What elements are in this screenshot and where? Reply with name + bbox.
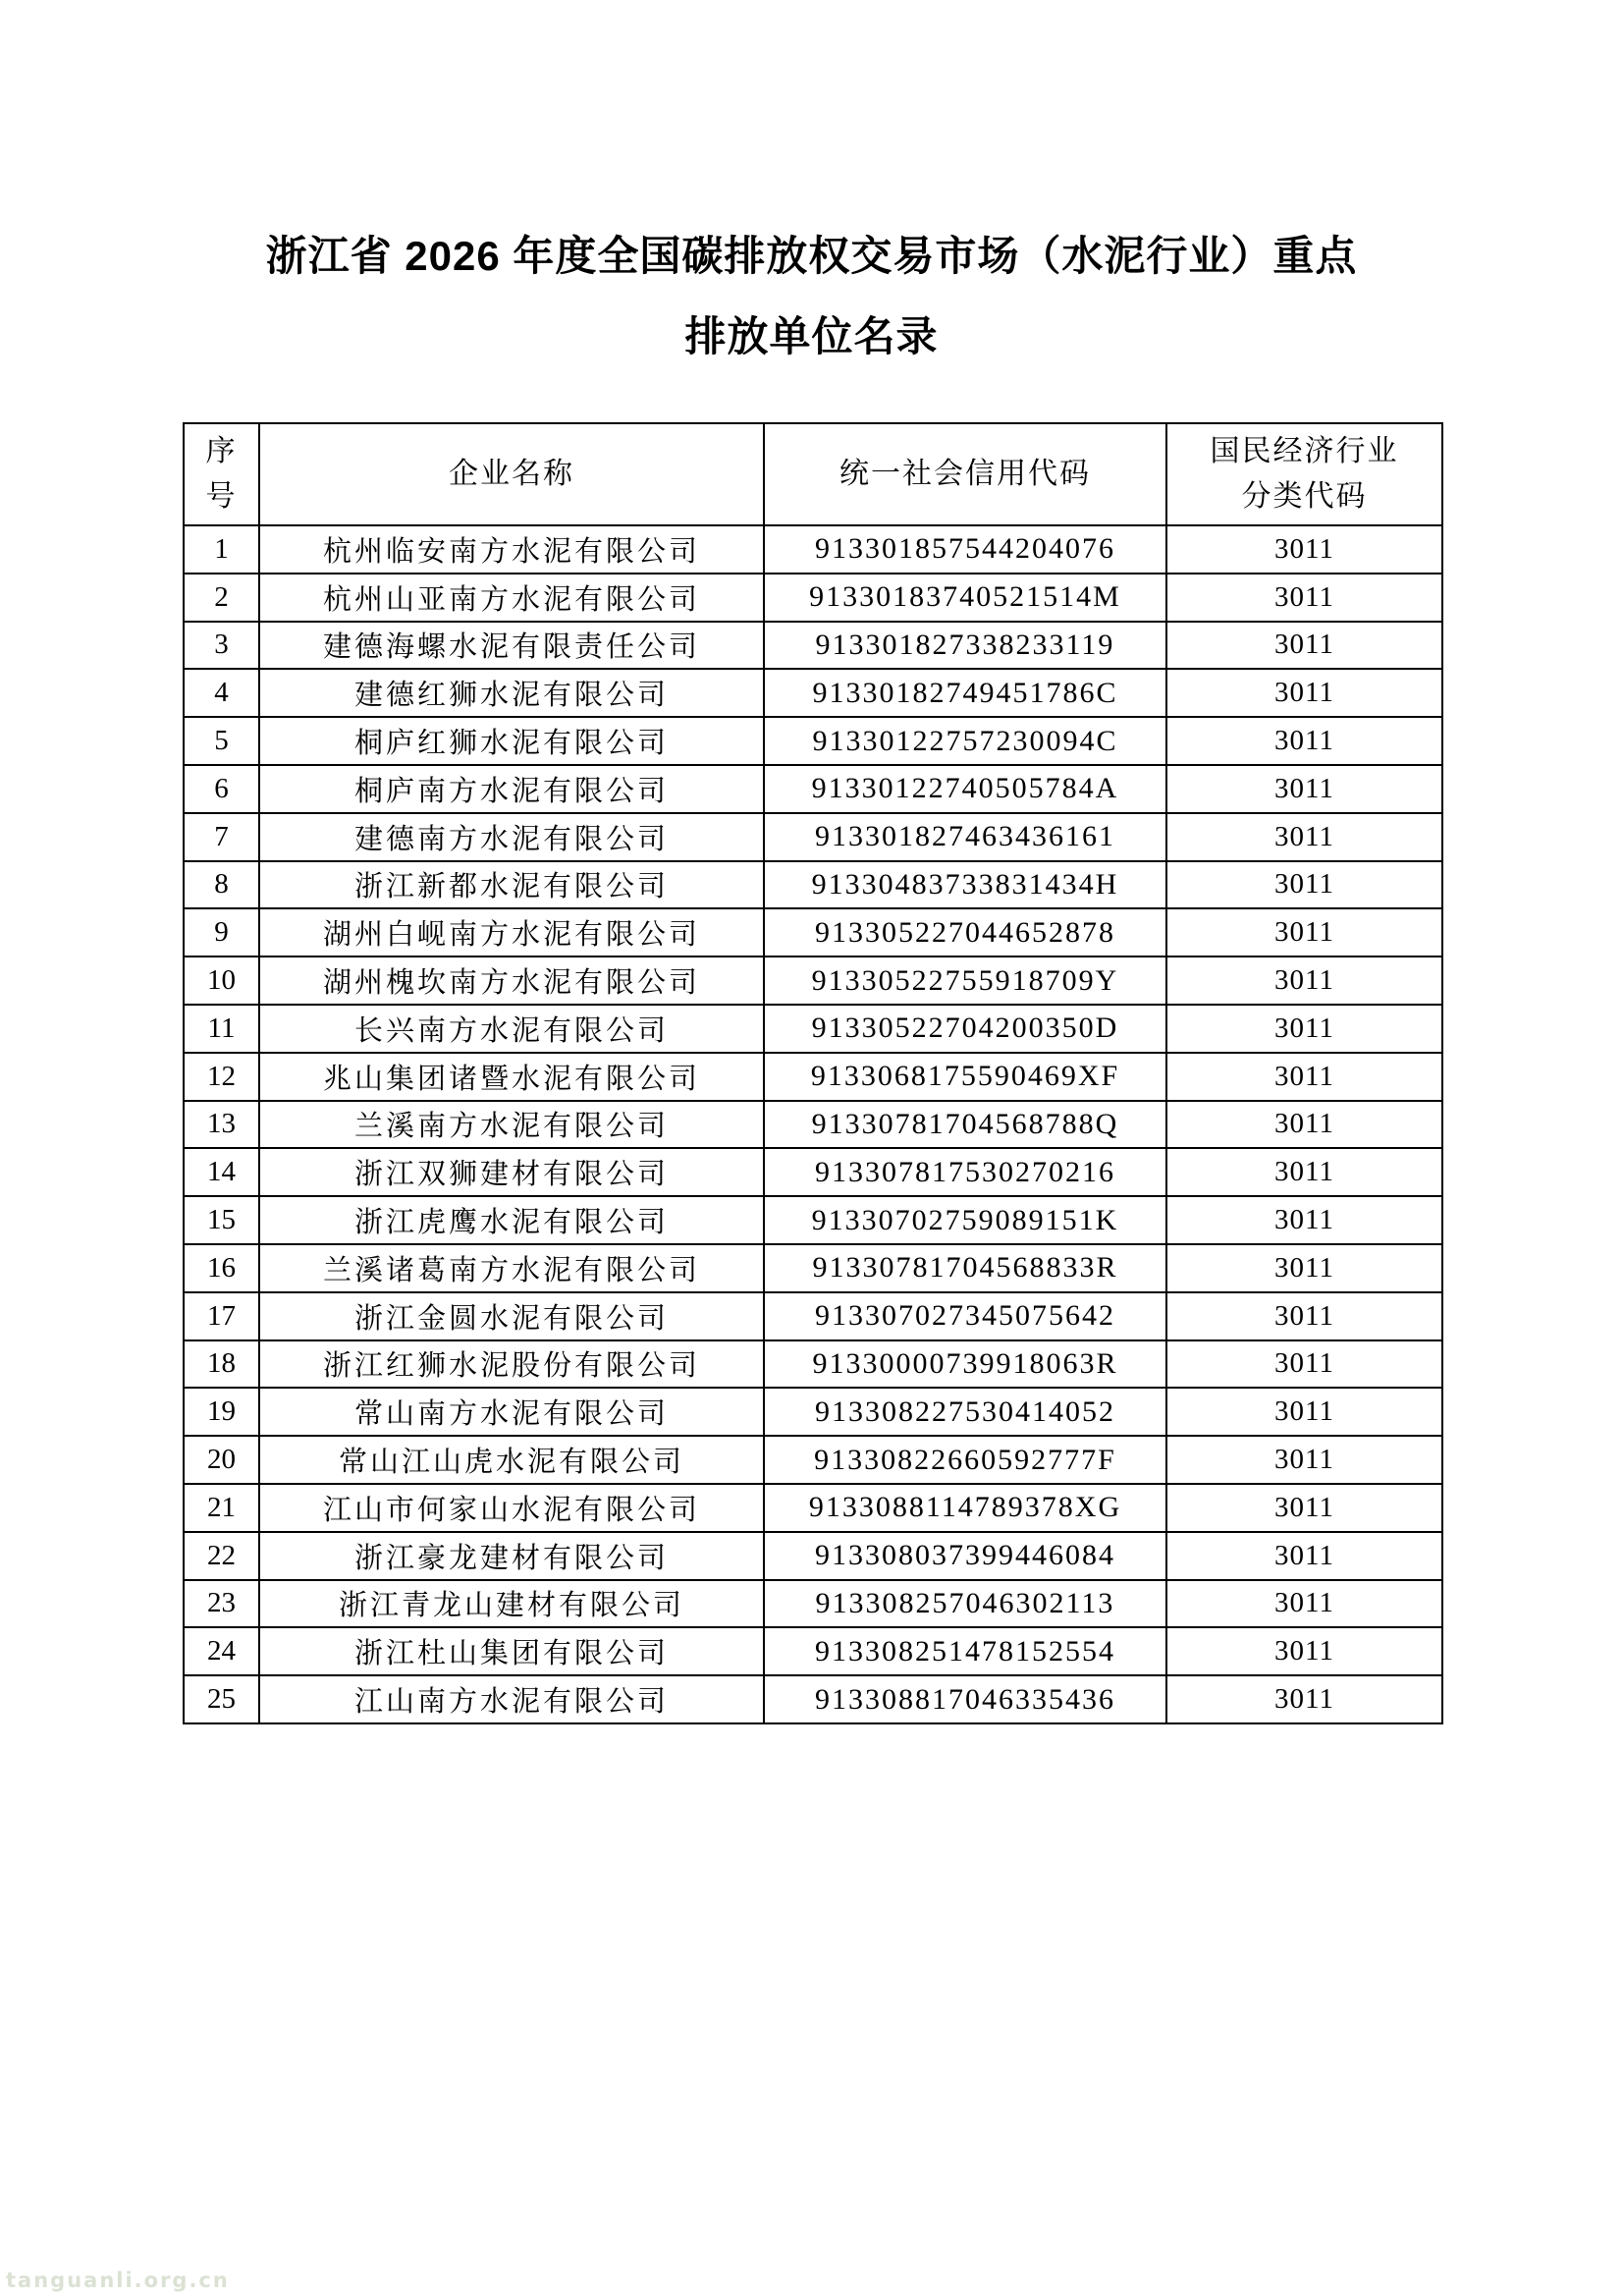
cell-credit-code: 9133088114789378XG bbox=[764, 1484, 1166, 1532]
cell-credit-code: 913308037399446084 bbox=[764, 1532, 1166, 1580]
cell-company-name: 桐庐红狮水泥有限公司 bbox=[259, 717, 764, 765]
table-row bbox=[184, 957, 1442, 1005]
cell-industry-code: 3011 bbox=[1166, 1292, 1442, 1340]
cell-credit-code: 913308251478152554 bbox=[764, 1627, 1166, 1675]
cell-company-name: 湖州槐坎南方水泥有限公司 bbox=[259, 957, 764, 1005]
cell-seq-no: 6 bbox=[184, 765, 259, 813]
table-row bbox=[184, 1244, 1442, 1292]
table-row bbox=[184, 861, 1442, 909]
cell-credit-code: 913307817530270216 bbox=[764, 1148, 1166, 1196]
cell-company-name: 常山南方水泥有限公司 bbox=[259, 1388, 764, 1436]
cell-industry-code: 3011 bbox=[1166, 1244, 1442, 1292]
cell-company-name: 浙江杜山集团有限公司 bbox=[259, 1627, 764, 1675]
cell-credit-code: 9133068175590469XF bbox=[764, 1053, 1166, 1101]
cell-company-name: 建德南方水泥有限公司 bbox=[259, 813, 764, 861]
table-header-row bbox=[184, 423, 1442, 525]
table-row bbox=[184, 1005, 1442, 1053]
cell-credit-code: 91330122740505784A bbox=[764, 765, 1166, 813]
cell-credit-code: 91330000739918063R bbox=[764, 1340, 1166, 1389]
table-row bbox=[184, 717, 1442, 765]
header-industry-code: 国民经济行业分类代码 bbox=[1166, 423, 1442, 525]
cell-industry-code: 3011 bbox=[1166, 813, 1442, 861]
cell-seq-no: 22 bbox=[184, 1532, 259, 1580]
cell-industry-code: 3011 bbox=[1166, 1627, 1442, 1675]
cell-seq-no: 20 bbox=[184, 1436, 259, 1484]
cell-industry-code: 3011 bbox=[1166, 1484, 1442, 1532]
cell-seq-no: 13 bbox=[184, 1101, 259, 1149]
cell-credit-code: 913301827463436161 bbox=[764, 813, 1166, 861]
cell-seq-no: 15 bbox=[184, 1196, 259, 1244]
table-row bbox=[184, 1436, 1442, 1484]
cell-seq-no: 19 bbox=[184, 1388, 259, 1436]
cell-seq-no: 18 bbox=[184, 1340, 259, 1389]
cell-credit-code: 913301857544204076 bbox=[764, 525, 1166, 574]
cell-credit-code: 91330122757230094C bbox=[764, 717, 1166, 765]
cell-company-name: 江山南方水泥有限公司 bbox=[259, 1675, 764, 1723]
cell-company-name: 杭州临安南方水泥有限公司 bbox=[259, 525, 764, 574]
cell-seq-no: 14 bbox=[184, 1148, 259, 1196]
cell-credit-code: 91330781704568833R bbox=[764, 1244, 1166, 1292]
cell-company-name: 建德海螺水泥有限责任公司 bbox=[259, 622, 764, 670]
table-row bbox=[184, 765, 1442, 813]
cell-seq-no: 17 bbox=[184, 1292, 259, 1340]
header-company-name: 企业名称 bbox=[259, 423, 764, 525]
cell-credit-code: 91330822660592777F bbox=[764, 1436, 1166, 1484]
cell-seq-no: 4 bbox=[184, 669, 259, 717]
table-row bbox=[184, 1532, 1442, 1580]
cell-credit-code: 913305227044652878 bbox=[764, 908, 1166, 957]
cell-industry-code: 3011 bbox=[1166, 1532, 1442, 1580]
cell-industry-code: 3011 bbox=[1166, 1436, 1442, 1484]
table-row bbox=[184, 669, 1442, 717]
cell-industry-code: 3011 bbox=[1166, 574, 1442, 622]
cell-credit-code: 913307027345075642 bbox=[764, 1292, 1166, 1340]
cell-company-name: 浙江青龙山建材有限公司 bbox=[259, 1580, 764, 1628]
cell-industry-code: 3011 bbox=[1166, 765, 1442, 813]
cell-credit-code: 913301827338233119 bbox=[764, 622, 1166, 670]
cell-credit-code: 91330702759089151K bbox=[764, 1196, 1166, 1244]
cell-company-name: 桐庐南方水泥有限公司 bbox=[259, 765, 764, 813]
cell-industry-code: 3011 bbox=[1166, 1148, 1442, 1196]
cell-credit-code: 913308227530414052 bbox=[764, 1388, 1166, 1436]
cell-company-name: 兆山集团诸暨水泥有限公司 bbox=[259, 1053, 764, 1101]
cell-seq-no: 25 bbox=[184, 1675, 259, 1723]
cell-credit-code: 91330483733831434H bbox=[764, 861, 1166, 909]
cell-seq-no: 12 bbox=[184, 1053, 259, 1101]
cell-company-name: 杭州山亚南方水泥有限公司 bbox=[259, 574, 764, 622]
table-row bbox=[184, 1580, 1442, 1628]
cell-company-name: 浙江豪龙建材有限公司 bbox=[259, 1532, 764, 1580]
cell-company-name: 浙江双狮建材有限公司 bbox=[259, 1148, 764, 1196]
cell-credit-code: 91330522755918709Y bbox=[764, 957, 1166, 1005]
table-row bbox=[184, 1053, 1442, 1101]
cell-company-name: 浙江新都水泥有限公司 bbox=[259, 861, 764, 909]
table-row bbox=[184, 1101, 1442, 1149]
title-line-2: 排放单位名录 bbox=[684, 313, 939, 359]
cell-credit-code: 91330522704200350D bbox=[764, 1005, 1166, 1053]
table-row bbox=[184, 1388, 1442, 1436]
cell-company-name: 浙江红狮水泥股份有限公司 bbox=[259, 1340, 764, 1389]
cell-seq-no: 11 bbox=[184, 1005, 259, 1053]
cell-seq-no: 1 bbox=[184, 525, 259, 574]
header-credit-code: 统一社会信用代码 bbox=[764, 423, 1166, 525]
cell-company-name: 湖州白岘南方水泥有限公司 bbox=[259, 908, 764, 957]
cell-company-name: 浙江金圆水泥有限公司 bbox=[259, 1292, 764, 1340]
table-row bbox=[184, 1340, 1442, 1389]
table-row bbox=[184, 574, 1442, 622]
table-row bbox=[184, 1196, 1442, 1244]
table-row bbox=[184, 908, 1442, 957]
cell-industry-code: 3011 bbox=[1166, 861, 1442, 909]
cell-seq-no: 16 bbox=[184, 1244, 259, 1292]
cell-seq-no: 2 bbox=[184, 574, 259, 622]
watermark: tanguanli.org.cn bbox=[6, 2269, 230, 2292]
cell-seq-no: 3 bbox=[184, 622, 259, 670]
cell-industry-code: 3011 bbox=[1166, 717, 1442, 765]
cell-company-name: 兰溪诸葛南方水泥有限公司 bbox=[259, 1244, 764, 1292]
emission-units-table bbox=[183, 422, 1443, 1724]
cell-industry-code: 3011 bbox=[1166, 1580, 1442, 1628]
cell-company-name: 浙江虎鹰水泥有限公司 bbox=[259, 1196, 764, 1244]
table-row bbox=[184, 813, 1442, 861]
cell-seq-no: 21 bbox=[184, 1484, 259, 1532]
cell-seq-no: 24 bbox=[184, 1627, 259, 1675]
table-row bbox=[184, 1484, 1442, 1532]
cell-seq-no: 7 bbox=[184, 813, 259, 861]
cell-seq-no: 10 bbox=[184, 957, 259, 1005]
cell-company-name: 常山江山虎水泥有限公司 bbox=[259, 1436, 764, 1484]
cell-industry-code: 3011 bbox=[1166, 1196, 1442, 1244]
cell-credit-code: 913308817046335436 bbox=[764, 1675, 1166, 1723]
table-row bbox=[184, 1148, 1442, 1196]
cell-industry-code: 3011 bbox=[1166, 908, 1442, 957]
cell-industry-code: 3011 bbox=[1166, 1340, 1442, 1389]
cell-credit-code: 913308257046302113 bbox=[764, 1580, 1166, 1628]
cell-industry-code: 3011 bbox=[1166, 1101, 1442, 1149]
cell-credit-code: 91330182749451786C bbox=[764, 669, 1166, 717]
cell-industry-code: 3011 bbox=[1166, 622, 1442, 670]
table-row bbox=[184, 622, 1442, 670]
cell-company-name: 建德红狮水泥有限公司 bbox=[259, 669, 764, 717]
cell-company-name: 兰溪南方水泥有限公司 bbox=[259, 1101, 764, 1149]
title-line-1: 浙江省 2026 年度全国碳排放权交易市场（水泥行业）重点 bbox=[265, 233, 1358, 279]
table-row bbox=[184, 1627, 1442, 1675]
cell-seq-no: 23 bbox=[184, 1580, 259, 1628]
cell-industry-code: 3011 bbox=[1166, 525, 1442, 574]
cell-industry-code: 3011 bbox=[1166, 1005, 1442, 1053]
cell-company-name: 江山市何家山水泥有限公司 bbox=[259, 1484, 764, 1532]
table-row bbox=[184, 1292, 1442, 1340]
cell-industry-code: 3011 bbox=[1166, 957, 1442, 1005]
cell-credit-code: 91330781704568788Q bbox=[764, 1101, 1166, 1149]
table-row bbox=[184, 1675, 1442, 1723]
document-title bbox=[0, 216, 1623, 377]
cell-company-name: 长兴南方水泥有限公司 bbox=[259, 1005, 764, 1053]
table-row bbox=[184, 525, 1442, 574]
cell-seq-no: 5 bbox=[184, 717, 259, 765]
cell-industry-code: 3011 bbox=[1166, 669, 1442, 717]
cell-seq-no: 8 bbox=[184, 861, 259, 909]
cell-seq-no: 9 bbox=[184, 908, 259, 957]
header-seq-no: 序号 bbox=[184, 423, 259, 525]
cell-credit-code: 91330183740521514M bbox=[764, 574, 1166, 622]
cell-industry-code: 3011 bbox=[1166, 1053, 1442, 1101]
cell-industry-code: 3011 bbox=[1166, 1388, 1442, 1436]
cell-industry-code: 3011 bbox=[1166, 1675, 1442, 1723]
